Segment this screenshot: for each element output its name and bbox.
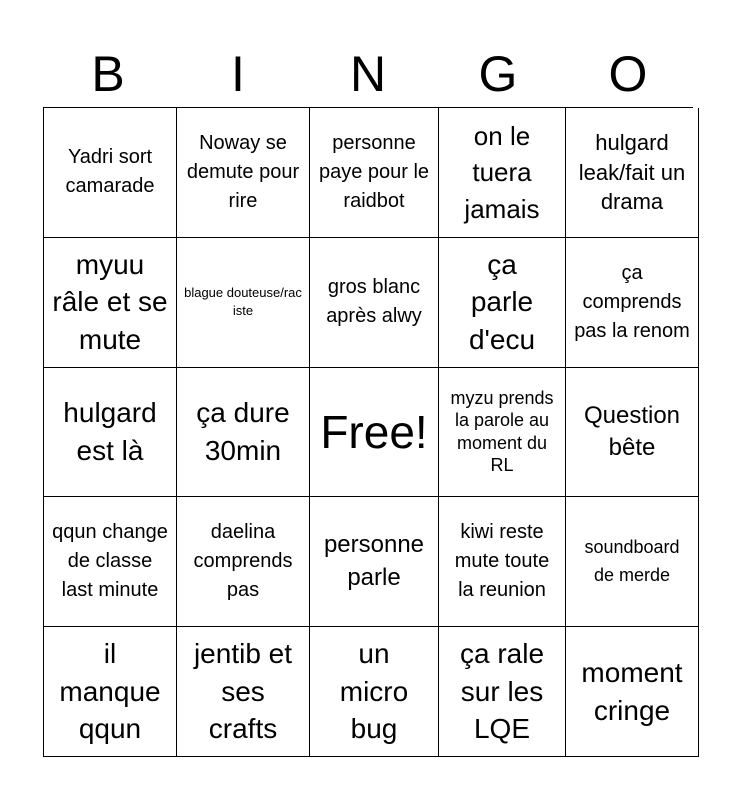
bingo-cell-free[interactable] <box>310 368 439 498</box>
cell-text: personne paye pour le raidbot <box>318 131 430 212</box>
bingo-cell[interactable] <box>177 368 310 498</box>
header-letter-i: I <box>231 46 245 102</box>
header-letter-n: N <box>349 46 387 102</box>
bingo-cell[interactable] <box>44 108 177 238</box>
bingo-cell[interactable] <box>310 108 439 238</box>
bingo-cell[interactable] <box>439 368 566 498</box>
cell-text: personne parle <box>323 531 425 591</box>
bingo-cell[interactable] <box>566 368 699 498</box>
cell-text: ça rale sur les LQE <box>459 637 545 745</box>
header-letter-b: B <box>91 46 125 102</box>
bingo-cell[interactable] <box>44 238 177 368</box>
cell-text: un micro bug <box>339 637 409 745</box>
cell-text: gros blanc après alwy <box>326 276 422 328</box>
bingo-cell[interactable] <box>177 497 310 627</box>
cell-text: ça comprends pas la renom <box>574 261 690 342</box>
cell-text: on le tuera jamais <box>464 120 540 224</box>
bingo-cell[interactable] <box>566 108 699 238</box>
bingo-cell[interactable] <box>177 238 310 368</box>
free-space-text: Free! <box>320 405 428 458</box>
bingo-cell[interactable] <box>310 627 439 757</box>
cell-text: kiwi reste mute toute la reunion <box>454 521 550 602</box>
bingo-cell[interactable] <box>439 497 566 627</box>
cell-text: soundboard de merde <box>584 536 680 585</box>
cell-text: hulgard leak/fait un drama <box>578 129 686 215</box>
cell-text: blague douteuse/raciste <box>184 285 302 319</box>
bingo-cell[interactable] <box>177 627 310 757</box>
cell-text: ça dure 30min <box>196 397 290 466</box>
bingo-cell[interactable] <box>177 108 310 238</box>
cell-text: Question bête <box>583 401 681 461</box>
cell-text: Noway se demute pour rire <box>186 131 300 212</box>
cell-text: il manque qqun <box>59 637 161 745</box>
cell-text: daelina comprends pas <box>193 521 293 602</box>
cell-text: qqun change de classe last minute <box>52 521 168 602</box>
header-letter-g: G <box>478 46 518 102</box>
bingo-cell[interactable] <box>310 497 439 627</box>
cell-text: ça parle d'ecu <box>468 248 536 356</box>
bingo-cell[interactable] <box>439 108 566 238</box>
bingo-cell[interactable] <box>44 497 177 627</box>
bingo-cell[interactable] <box>566 627 699 757</box>
bingo-card-grid <box>43 107 693 757</box>
bingo-cell[interactable] <box>310 238 439 368</box>
bingo-cell[interactable] <box>566 238 699 368</box>
cell-text: hulgard est là <box>63 397 157 466</box>
bingo-cell[interactable] <box>439 238 566 368</box>
cell-text: jentib et ses crafts <box>193 637 293 745</box>
bingo-cell[interactable] <box>44 368 177 498</box>
bingo-cell[interactable] <box>566 497 699 627</box>
bingo-cell[interactable] <box>439 627 566 757</box>
bingo-header <box>43 40 693 108</box>
cell-text: myuu râle et se mute <box>52 248 168 356</box>
header-letter-o: O <box>608 46 648 102</box>
cell-text: moment cringe <box>581 656 683 726</box>
cell-text: myzu prends la parole au moment du RL <box>450 387 554 476</box>
cell-text: Yadri sort camarade <box>65 146 155 198</box>
bingo-cell[interactable] <box>44 627 177 757</box>
